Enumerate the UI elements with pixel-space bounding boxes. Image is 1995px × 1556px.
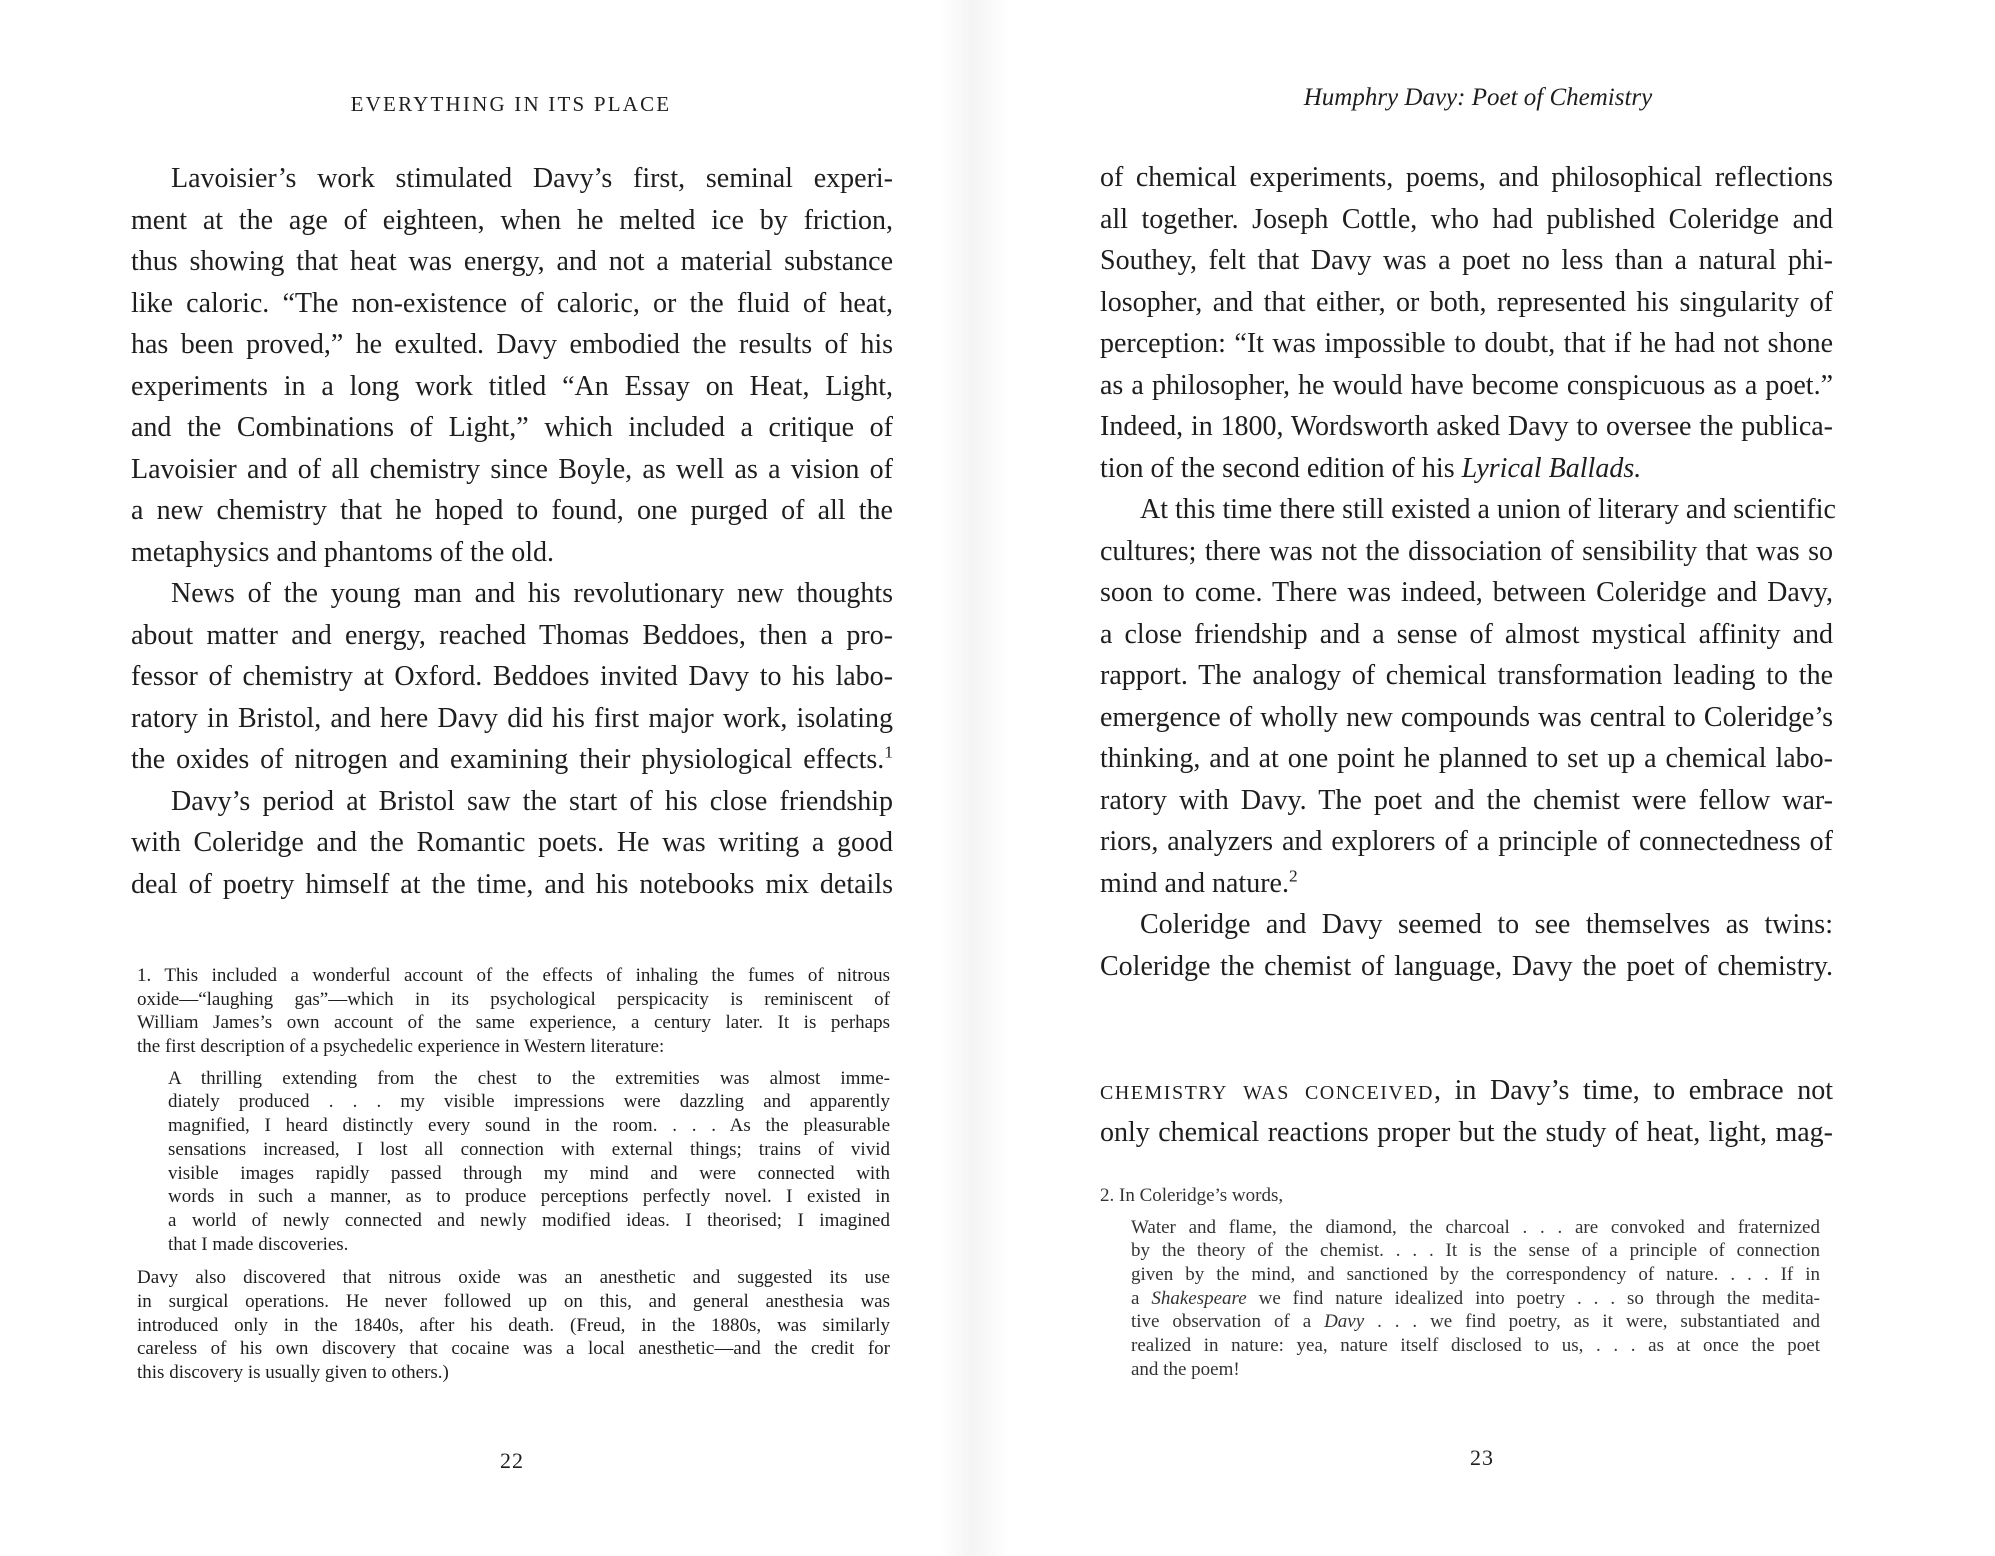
text-line bbox=[131, 158, 893, 200]
line-text: words in such a manner, as to produce perceptions perfectly novel. I existed in bbox=[168, 1186, 890, 1208]
line-text: 1. This included a wonderful account of the effects of inhaling the fumes of nitrous bbox=[137, 965, 890, 986]
line-text: , in Davy’s time, to embrace not bbox=[1434, 1075, 1833, 1106]
text-line bbox=[137, 1035, 890, 1059]
line-text: thinking, and at one point he planned to set up a chemical labo- bbox=[1100, 743, 1833, 774]
line-text: . . . we find poetry, as it were, substantiated and bbox=[1364, 1311, 1820, 1333]
text-line bbox=[131, 532, 893, 574]
text-line bbox=[1100, 489, 1836, 531]
line-text: perception: “It was impossible to doubt, that if he had not shone bbox=[1100, 328, 1833, 359]
text-line bbox=[1100, 821, 1833, 863]
line-text: this discovery is usually given to others.) bbox=[137, 1362, 449, 1383]
line-text: a close friendship and a sense of almost mystical affinity and bbox=[1100, 618, 1833, 650]
line-text: has been proved,” he exulted. Davy embodied the results of his bbox=[131, 329, 893, 360]
text-line bbox=[1100, 323, 1833, 365]
text-line bbox=[1100, 199, 1833, 241]
line-text: Coleridge the chemist of language, Davy the poet of chemistry. bbox=[1100, 950, 1833, 982]
line-text: cultures; there was not the dissociation of sensibility that was so bbox=[1100, 535, 1833, 567]
line-text: 2. In Coleridge’s words, bbox=[1100, 1185, 1284, 1206]
line-text: Davy’s period at Bristol saw the start of his close friendship bbox=[171, 785, 893, 817]
line-text: we find nature idealized into poetry . . . so through the medita- bbox=[1246, 1287, 1821, 1309]
line-text: At this time there still existed a union of literary and scientific bbox=[1140, 494, 1836, 525]
text-line bbox=[1100, 1070, 1833, 1112]
text-line bbox=[1100, 365, 1833, 407]
line-text: in surgical operations. He never followed up on this, and general anesthesia was bbox=[137, 1290, 890, 1312]
line-text: a new chemistry that he hoped to found, one purged of all the bbox=[131, 495, 893, 526]
line-text: experiments in a long work titled “An Essay on Heat, Light, bbox=[131, 370, 893, 402]
text-line bbox=[1131, 1334, 1820, 1358]
text-line bbox=[1100, 157, 1833, 199]
text-line bbox=[131, 283, 893, 325]
line-text: A thrilling extending from the chest to the extremities was almost imme- bbox=[168, 1067, 890, 1089]
text-line bbox=[137, 988, 890, 1012]
text-line bbox=[1131, 1287, 1820, 1311]
text-line bbox=[168, 1067, 890, 1091]
line-text: by the theory of the chemist. . . . It is the sense of a principle of connection bbox=[1131, 1240, 1820, 1262]
text-line bbox=[131, 822, 893, 864]
text-line bbox=[168, 1162, 890, 1186]
line-text: Davy also discovered that nitrous oxide was an anesthetic and suggested its use bbox=[137, 1267, 890, 1289]
text-line bbox=[137, 1290, 890, 1314]
line-text: visible images rapidly passed through my mind and were connected with bbox=[168, 1162, 890, 1184]
line-text: Coleridge and Davy seemed to see themselves as twins: bbox=[1140, 909, 1833, 940]
line-text: metaphysics and phantoms of the old. bbox=[131, 536, 555, 568]
text-line bbox=[1131, 1239, 1820, 1263]
paragraph bbox=[1100, 904, 1833, 987]
italic-text: Davy bbox=[1324, 1311, 1365, 1333]
text-line bbox=[137, 1314, 890, 1338]
footnote-paragraph bbox=[1100, 1184, 1820, 1208]
line-text: careless of his own discovery that cocaine was a local anesthetic—and the credit for bbox=[137, 1338, 890, 1360]
line-text: and the Combinations of Light,” which included a critique of bbox=[131, 412, 893, 443]
line-text: introduced only in the 1840s, after his death. (Freud, in the 1880s, was similarly bbox=[137, 1314, 890, 1336]
line-text: like caloric. “The non-existence of caloric, or the fluid of heat, bbox=[131, 287, 893, 319]
footnote-paragraph bbox=[137, 1266, 890, 1384]
text-line bbox=[1100, 614, 1833, 656]
text-line bbox=[168, 1114, 890, 1138]
text-line bbox=[1131, 1216, 1820, 1240]
line-text: the oxides of nitrogen and examining their physiological effects. bbox=[131, 744, 885, 775]
text-line bbox=[1100, 738, 1833, 780]
small-caps-text: chemistry was conceived bbox=[1100, 1075, 1434, 1106]
line-text: a bbox=[1131, 1287, 1152, 1309]
line-text: fessor of chemistry at Oxford. Beddoes invited Davy to his labo- bbox=[131, 661, 893, 692]
text-line bbox=[1100, 1112, 1833, 1154]
text-line bbox=[1100, 572, 1833, 614]
text-line bbox=[1100, 282, 1833, 324]
line-text: only chemical reactions proper but the study of heat, light, mag- bbox=[1100, 1116, 1833, 1148]
page-number: 22 bbox=[500, 1448, 524, 1473]
text-line bbox=[1100, 1184, 1820, 1208]
line-text: diately produced . . . my visible impressions were dazzling and apparently bbox=[168, 1091, 890, 1113]
paragraph bbox=[131, 573, 893, 781]
text-line bbox=[1131, 1310, 1820, 1334]
page-number: 23 bbox=[1470, 1445, 1494, 1470]
line-text: sensations increased, I lost all connection with external things; trains of vivid bbox=[168, 1138, 890, 1160]
line-text: of chemical experiments, poems, and philosophical reflections bbox=[1100, 162, 1833, 193]
paragraph bbox=[131, 158, 893, 573]
line-text: William James’s own account of the same experience, a century later. It is perhaps bbox=[137, 1012, 890, 1034]
text-line bbox=[1100, 406, 1833, 448]
line-text: News of the young man and his revolutionary new thoughts bbox=[171, 578, 893, 609]
text-line bbox=[1100, 531, 1833, 573]
line-text: soon to come. There was indeed, between Coleridge and Davy, bbox=[1100, 577, 1833, 608]
text-line bbox=[1131, 1358, 1820, 1382]
line-text: about matter and energy, reached Thomas Beddoes, then a pro- bbox=[131, 619, 893, 651]
text-line bbox=[131, 615, 893, 657]
footnote-marker: 1 bbox=[884, 742, 893, 762]
text-line bbox=[131, 407, 893, 449]
line-text: the first description of a psychedelic experience in Western literature: bbox=[137, 1036, 665, 1058]
line-text: deal of poetry himself at the time, and his notebooks mix details bbox=[131, 868, 893, 900]
footnote-paragraph bbox=[137, 964, 890, 1059]
line-text: realized in nature: yea, nature itself disclosed to us, . . . as at once the poet bbox=[1131, 1335, 1820, 1357]
line-text: a world of newly connected and newly modified ideas. I theorised; I imagined bbox=[168, 1209, 890, 1231]
text-line bbox=[1131, 1263, 1820, 1287]
footnote-marker: 2 bbox=[1288, 866, 1298, 886]
line-text: riors, analyzers and explorers of a principle of connectedness of bbox=[1100, 826, 1833, 857]
text-line bbox=[131, 449, 893, 491]
text-line bbox=[137, 1266, 890, 1290]
line-text: and the poem! bbox=[1131, 1358, 1240, 1380]
line-text: ratory with Davy. The poet and the chemist were fellow war- bbox=[1100, 784, 1833, 816]
line-text: thus showing that heat was energy, and not a material substance bbox=[131, 246, 893, 277]
text-line bbox=[137, 1361, 890, 1385]
running-head: EVERYTHING IN ITS PLACE bbox=[350, 92, 672, 116]
text-line bbox=[1100, 655, 1833, 697]
text-line bbox=[1100, 697, 1833, 739]
line-text: rapport. The analogy of chemical transformation leading to the bbox=[1100, 660, 1833, 691]
italic-text: Lyrical Ballads. bbox=[1461, 452, 1642, 484]
line-text: magnified, I heard distinctly every sound in the room. . . . As the pleasurable bbox=[168, 1115, 890, 1137]
line-text: Water and flame, the diamond, the charcoal . . . are convoked and fraternized bbox=[1131, 1216, 1820, 1238]
right-page bbox=[975, 0, 1995, 1556]
footnotes bbox=[1100, 1184, 1820, 1392]
line-text: ment at the age of eighteen, when he melted ice by friction, bbox=[131, 204, 893, 236]
line-text: Lavoisier’s work stimulated Davy’s first, seminal experi- bbox=[171, 163, 893, 194]
text-line bbox=[131, 324, 893, 366]
text-line bbox=[1100, 946, 1833, 988]
line-text: Lavoisier and of all chemistry since Boyle, as well as a vision of bbox=[131, 453, 893, 485]
text-line bbox=[137, 964, 890, 988]
left-page bbox=[0, 0, 975, 1556]
text-line bbox=[131, 864, 893, 906]
line-text: ratory in Bristol, and here Davy did his first major work, isolating bbox=[131, 702, 893, 734]
line-text: all together. Joseph Cottle, who had published Coleridge and bbox=[1100, 203, 1833, 235]
text-line bbox=[131, 781, 893, 823]
text-line bbox=[168, 1233, 890, 1257]
text-line bbox=[1100, 780, 1833, 822]
line-text: tive observation of a bbox=[1131, 1311, 1325, 1333]
line-text: with Coleridge and the Romantic poets. He was writing a good bbox=[131, 827, 893, 858]
line-text: tion of the second edition of his bbox=[1100, 452, 1462, 484]
text-line bbox=[131, 656, 893, 698]
body-text bbox=[1100, 157, 1836, 987]
paragraph bbox=[131, 781, 893, 906]
text-line bbox=[131, 698, 893, 740]
body-text bbox=[131, 158, 893, 905]
text-line bbox=[1100, 240, 1833, 282]
text-line bbox=[1100, 448, 1833, 490]
line-text: emergence of wholly new compounds was central to Coleridge’s bbox=[1100, 701, 1833, 733]
section-opening bbox=[1100, 1070, 1833, 1153]
line-text: Southey, felt that Davy was a poet no less than a natural phi- bbox=[1100, 245, 1833, 276]
footnotes bbox=[137, 964, 890, 1393]
text-line bbox=[137, 1011, 890, 1035]
text-line bbox=[168, 1138, 890, 1162]
italic-text: Shakespeare bbox=[1151, 1287, 1247, 1309]
footnote-blockquote bbox=[1100, 1216, 1820, 1382]
line-text: oxide—“laughing gas”—which in its psychological perspicacity is reminiscent of bbox=[137, 988, 890, 1010]
text-line bbox=[1100, 863, 1833, 905]
text-line bbox=[131, 366, 893, 408]
text-line bbox=[168, 1185, 890, 1209]
footnote-blockquote bbox=[137, 1067, 890, 1257]
text-line bbox=[131, 200, 893, 242]
line-text: given by the mind, and sanctioned by the correspondency of nature. . . . If in bbox=[1131, 1264, 1820, 1286]
line-text: mind and nature. bbox=[1100, 867, 1289, 899]
running-head: Humphry Davy: Poet of Chemistry bbox=[1303, 84, 1653, 111]
text-line bbox=[131, 241, 893, 283]
text-line bbox=[168, 1209, 890, 1233]
text-line bbox=[168, 1090, 890, 1114]
paragraph bbox=[1100, 157, 1833, 489]
text-line bbox=[131, 739, 893, 781]
text-line bbox=[137, 1337, 890, 1361]
line-text: as a philosopher, he would have become conspicuous as a poet.” bbox=[1100, 369, 1833, 401]
text-line bbox=[131, 490, 893, 532]
line-text: that I made discoveries. bbox=[168, 1233, 349, 1255]
text-line bbox=[131, 573, 893, 615]
line-text: losopher, and that either, or both, represented his singularity of bbox=[1100, 286, 1833, 318]
line-text: Indeed, in 1800, Wordsworth asked Davy to oversee the publica- bbox=[1100, 411, 1833, 442]
text-line bbox=[1100, 904, 1833, 946]
paragraph bbox=[1100, 489, 1836, 904]
